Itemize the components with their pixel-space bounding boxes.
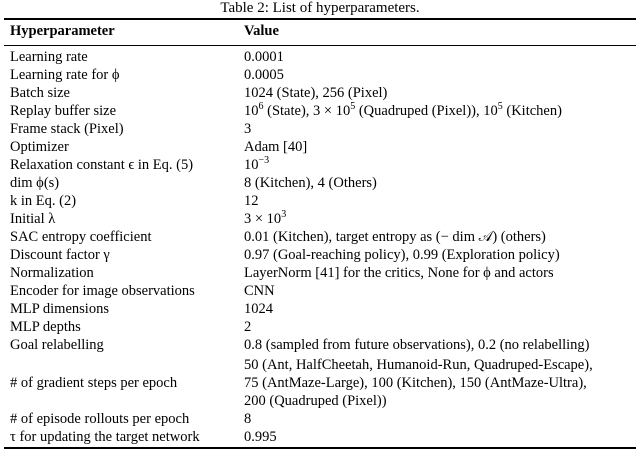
hyperparameter-value: 1024 (State), 256 (Pixel) xyxy=(244,85,388,101)
hyperparameter-value: 0.8 (sampled from future observations), 0.2 (no relabelling) xyxy=(244,337,590,353)
hyperparameter-name: # of gradient steps per epoch xyxy=(10,375,178,391)
hyperparameter-value: 1024 xyxy=(244,301,273,317)
hyperparameter-name: Learning rate for ϕ xyxy=(10,67,120,83)
hyperparameter-value: CNN xyxy=(244,283,275,299)
bottom-rule xyxy=(4,447,636,449)
hyperparameter-name: Batch size xyxy=(10,85,70,101)
hyperparameter-name: Initial λ xyxy=(10,211,56,227)
hyperparameter-value: 0.0005 xyxy=(244,67,284,83)
hyperparameter-name: Optimizer xyxy=(10,139,69,155)
header-rule xyxy=(4,45,636,46)
hyperparameter-name: Encoder for image observations xyxy=(10,283,195,299)
hyperparameter-name: dim ϕ(s) xyxy=(10,175,60,191)
hyperparameter-name: MLP depths xyxy=(10,319,81,335)
hyperparameter-name: MLP dimensions xyxy=(10,301,109,317)
hyperparameter-value: $3 \times 10^3$ xyxy=(244,209,287,227)
hyperparameter-name: Learning rate xyxy=(10,49,88,65)
hyperparameter-name: Relaxation constant ϵ in Eq. (5) xyxy=(10,157,194,173)
hyperparameter-value: 0.01 (Kitchen), target entropy as (− dim 𝒜) (others) xyxy=(244,229,546,245)
hyperparameter-value: 200 (Quadruped (Pixel)) xyxy=(244,393,387,409)
hyperparameter-value: $10^6$ (State), $3 \times 10^5$ (Quadruped (Pixel)), $10^5$ (Kitchen) xyxy=(244,101,562,119)
hyperparameter-value: 50 (Ant, HalfCheetah, Humanoid-Run, Quadruped-Escape), xyxy=(244,357,593,373)
hyperparameter-value: 0.97 (Goal-reaching policy), 0.99 (Exploration policy) xyxy=(244,247,560,263)
column-header-value: Value xyxy=(244,23,279,39)
hyperparameter-name: Replay buffer size xyxy=(10,103,117,119)
hyperparameter-value: 75 (AntMaze-Large), 100 (Kitchen), 150 (AntMaze-Ultra), xyxy=(244,375,587,391)
hyperparameter-name: Frame stack (Pixel) xyxy=(10,121,124,137)
hyperparameter-name: Normalization xyxy=(10,265,94,281)
hyperparameter-name: τ for updating the target network xyxy=(10,429,200,445)
hyperparameter-value: 12 xyxy=(244,193,259,209)
hyperparameter-value: Adam [40] xyxy=(244,139,308,155)
hyperparameter-value: 3 xyxy=(244,121,252,137)
hyperparameter-value: 8 (Kitchen), 4 (Others) xyxy=(244,175,377,191)
top-rule xyxy=(4,18,636,20)
hyperparameter-name: SAC entropy coefficient xyxy=(10,229,152,245)
hyperparameter-value: $10^{-3}$ xyxy=(244,155,270,173)
hyperparameter-value: LayerNorm [41] for the critics, None for ϕ and actors xyxy=(244,265,554,281)
hyperparameter-value: 0.995 xyxy=(244,429,277,445)
column-header-hyperparameter: Hyperparameter xyxy=(10,23,115,39)
hyperparameter-name: Goal relabelling xyxy=(10,337,104,353)
hyperparameter-name: Discount factor γ xyxy=(10,247,110,263)
table-caption: Table 2: List of hyperparameters. xyxy=(220,0,420,16)
hyperparameter-value: 0.0001 xyxy=(244,49,284,65)
hyperparameter-value: 8 xyxy=(244,411,252,427)
hyperparameter-value: 2 xyxy=(244,319,252,335)
hyperparameter-name: # of episode rollouts per epoch xyxy=(10,411,190,427)
hyperparameter-name: k in Eq. (2) xyxy=(10,193,77,209)
